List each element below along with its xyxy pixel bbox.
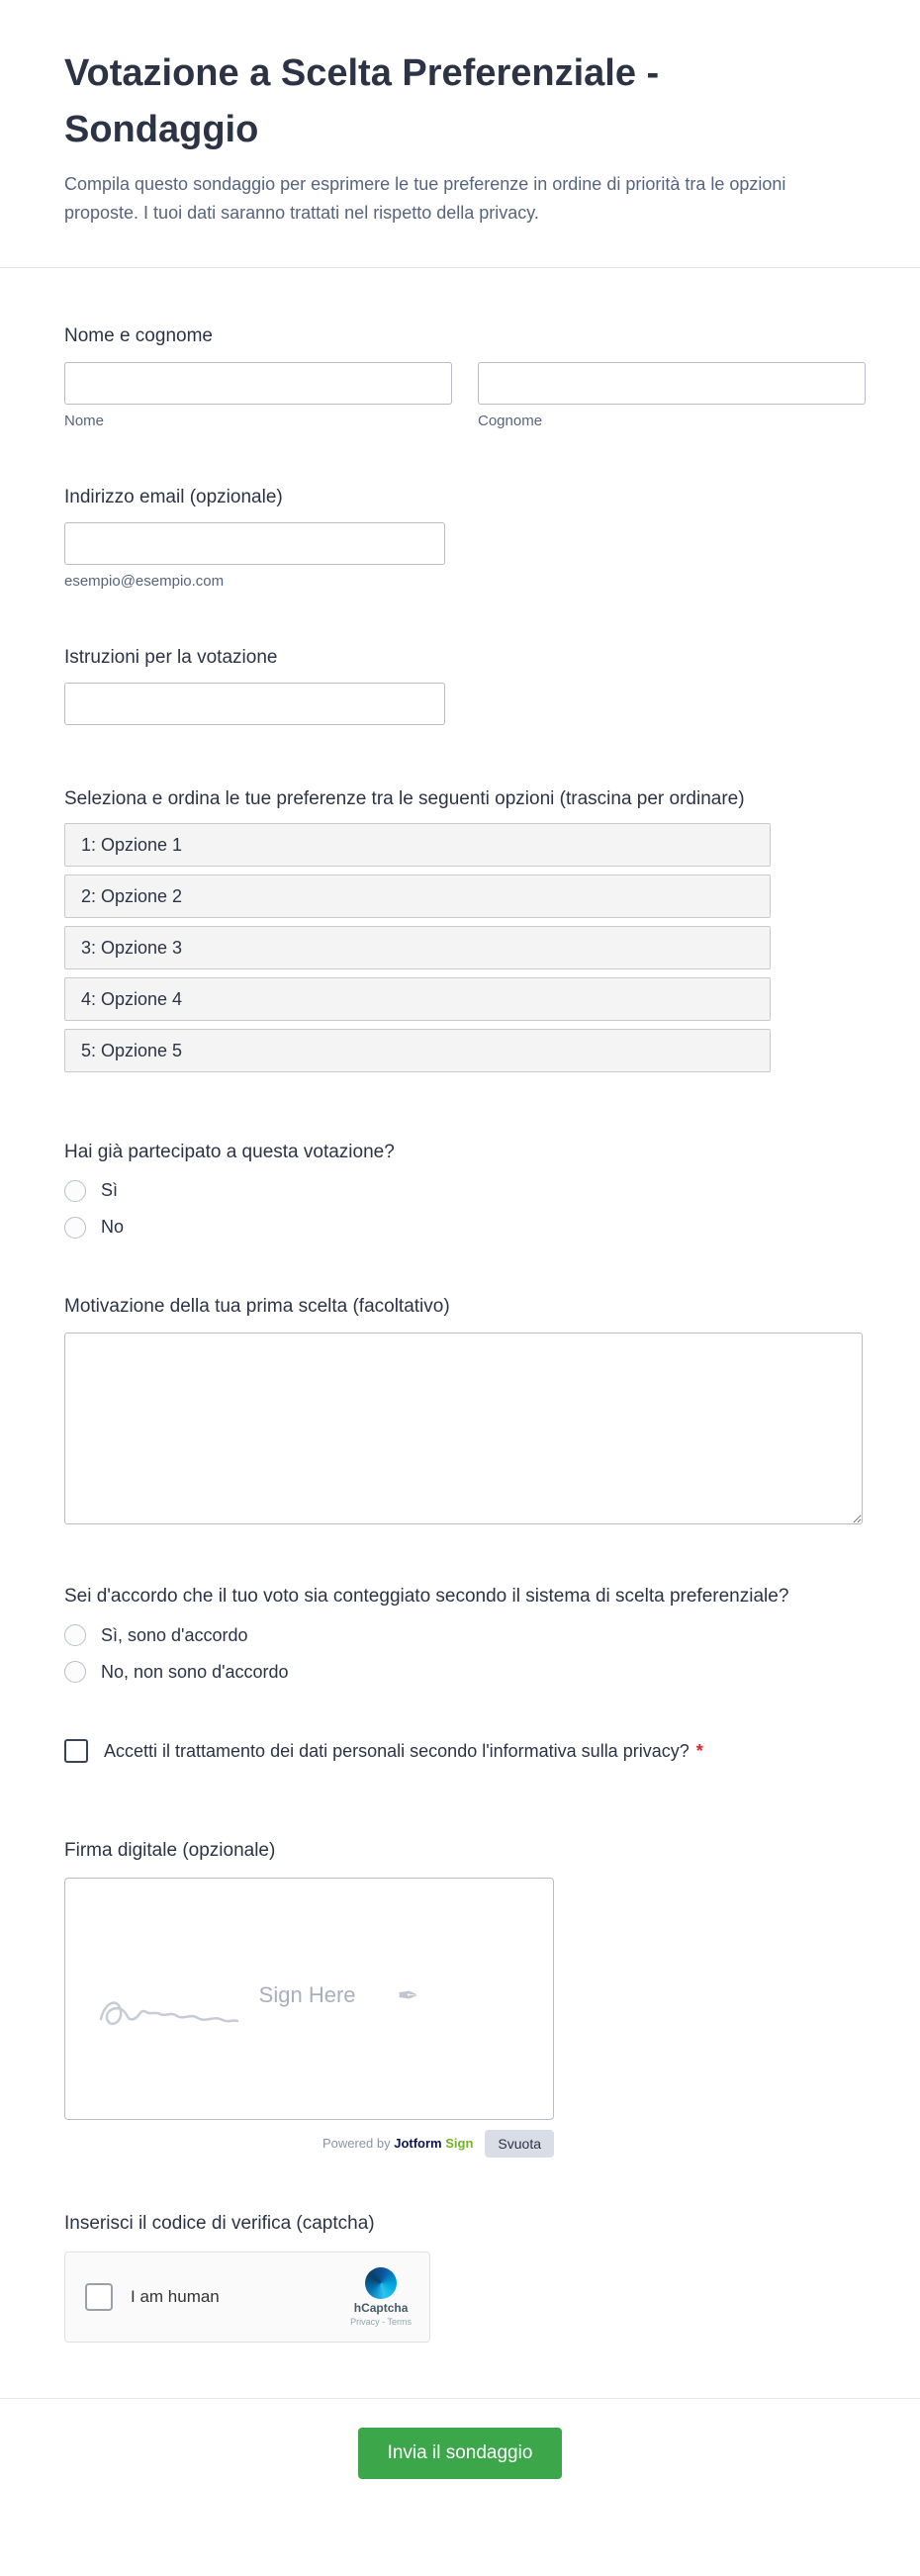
powered-by-text: Powered by xyxy=(322,2136,391,2152)
agreement-label: Sei d'accordo che il tuo voto sia conteggiato secondo il sistema di scelta preferenziale? xyxy=(64,1586,789,1608)
email-input[interactable] xyxy=(64,522,445,565)
motivation-textarea[interactable] xyxy=(64,1333,863,1524)
hcaptcha-checkbox[interactable] xyxy=(85,2283,113,2311)
field-privacy-consent xyxy=(64,1738,863,1765)
required-asterisk: * xyxy=(695,1741,703,1762)
participation-option-yes[interactable] xyxy=(64,1180,863,1202)
motivation-label: Motivazione della tua prima scelta (facoltativo) xyxy=(64,1295,450,1317)
radio-icon[interactable] xyxy=(64,1180,86,1202)
signature-footer xyxy=(64,2130,554,2158)
submit-button[interactable]: Invia il sondaggio xyxy=(358,2428,563,2479)
field-instructions xyxy=(64,645,863,725)
instructions-input[interactable] xyxy=(64,683,445,725)
field-agreement xyxy=(64,1584,863,1683)
signature-placeholder: Sign Here xyxy=(258,1982,356,2008)
ranking-item-5[interactable]: 5: Opzione 5 xyxy=(64,1029,771,1072)
signature-label: Firma digitale (opzionale) xyxy=(64,1840,276,1862)
form-header xyxy=(0,0,920,268)
field-participation xyxy=(64,1140,863,1239)
instructions-label: Istruzioni per la votazione xyxy=(64,646,278,668)
ranking-item-1[interactable]: 1: Opzione 1 xyxy=(64,823,771,867)
ranking-item-2[interactable]: 2: Opzione 2 xyxy=(64,874,771,918)
hcaptcha-brand xyxy=(350,2267,412,2327)
signature-clear-button[interactable]: Svuota xyxy=(485,2130,554,2158)
radio-icon[interactable] xyxy=(64,1661,86,1683)
field-email xyxy=(64,485,863,590)
radio-label: No, non sono d'accordo xyxy=(101,1661,289,1682)
fullname-inputs-row xyxy=(64,362,863,429)
jotform-sign-brand: Sign xyxy=(445,2136,474,2152)
last-name-sublabel: Cognome xyxy=(478,413,543,430)
radio-icon[interactable] xyxy=(64,1624,86,1646)
powered-by xyxy=(322,2136,473,2151)
submit-area xyxy=(0,2399,920,2523)
checkbox-icon[interactable] xyxy=(64,1739,88,1763)
ranking-item-4[interactable]: 4: Opzione 4 xyxy=(64,977,771,1021)
field-motivation xyxy=(64,1294,863,1525)
jotform-brand: Jotform xyxy=(394,2136,442,2152)
radio-label: Sì xyxy=(101,1180,119,1201)
agreement-option-yes[interactable] xyxy=(64,1624,863,1646)
field-ranking xyxy=(64,786,863,1073)
hcaptcha-logo-icon xyxy=(365,2267,397,2299)
privacy-label xyxy=(104,1738,703,1765)
privacy-consent-row[interactable] xyxy=(64,1738,863,1765)
ranking-label: Seleziona e ordina le tue preferenze tra le seguenti opzioni (trascina per ordinare) xyxy=(64,787,745,809)
signature-pad[interactable] xyxy=(64,1878,554,2120)
agreement-option-no[interactable] xyxy=(64,1661,863,1683)
fullname-label: Nome e cognome xyxy=(64,324,213,346)
form-title: Votazione a Scelta Preferenziale - Sondaggio xyxy=(64,52,660,150)
form-body xyxy=(0,323,920,2344)
form-subtitle: Compila questo sondaggio per esprimere le tue preferenze in ordine di priorità tra le opzioni proposte. I tuoi dati saranno trattati nel rispetto della privacy. xyxy=(64,174,786,223)
hcaptcha-widget xyxy=(64,2252,430,2343)
hcaptcha-privacy-terms-links[interactable]: Privacy - Terms xyxy=(350,2317,412,2328)
field-fullname xyxy=(64,323,863,430)
radio-label: No xyxy=(101,1217,125,1238)
pen-icon: ✒ xyxy=(397,1979,419,2010)
hcaptcha-brand-name: hCaptcha xyxy=(353,2301,409,2316)
first-name-sublabel: Nome xyxy=(64,413,105,430)
radio-icon[interactable] xyxy=(64,1217,86,1239)
field-captcha xyxy=(64,2211,863,2344)
participation-option-no[interactable] xyxy=(64,1217,863,1239)
field-signature xyxy=(64,1838,863,2158)
last-name-col xyxy=(478,362,866,429)
email-label: Indirizzo email (opzionale) xyxy=(64,487,283,508)
email-sublabel: esempio@esempio.com xyxy=(64,572,225,590)
first-name-input[interactable] xyxy=(64,362,452,405)
ranking-list xyxy=(64,823,863,1072)
privacy-label-text: Accetti il trattamento dei dati personali secondo l'informativa sulla privacy? xyxy=(104,1741,690,1762)
hcaptcha-checkbox-label: I am human xyxy=(131,2287,220,2307)
last-name-input[interactable] xyxy=(478,362,866,405)
participation-label: Hai già partecipato a questa votazione? xyxy=(64,1142,395,1163)
signature-placeholder-row xyxy=(65,1980,553,2011)
first-name-col xyxy=(64,362,452,429)
captcha-label: Inserisci il codice di verifica (captcha) xyxy=(64,2212,375,2234)
ranking-item-3[interactable]: 3: Opzione 3 xyxy=(64,926,771,969)
radio-label: Sì, sono d'accordo xyxy=(101,1624,248,1645)
